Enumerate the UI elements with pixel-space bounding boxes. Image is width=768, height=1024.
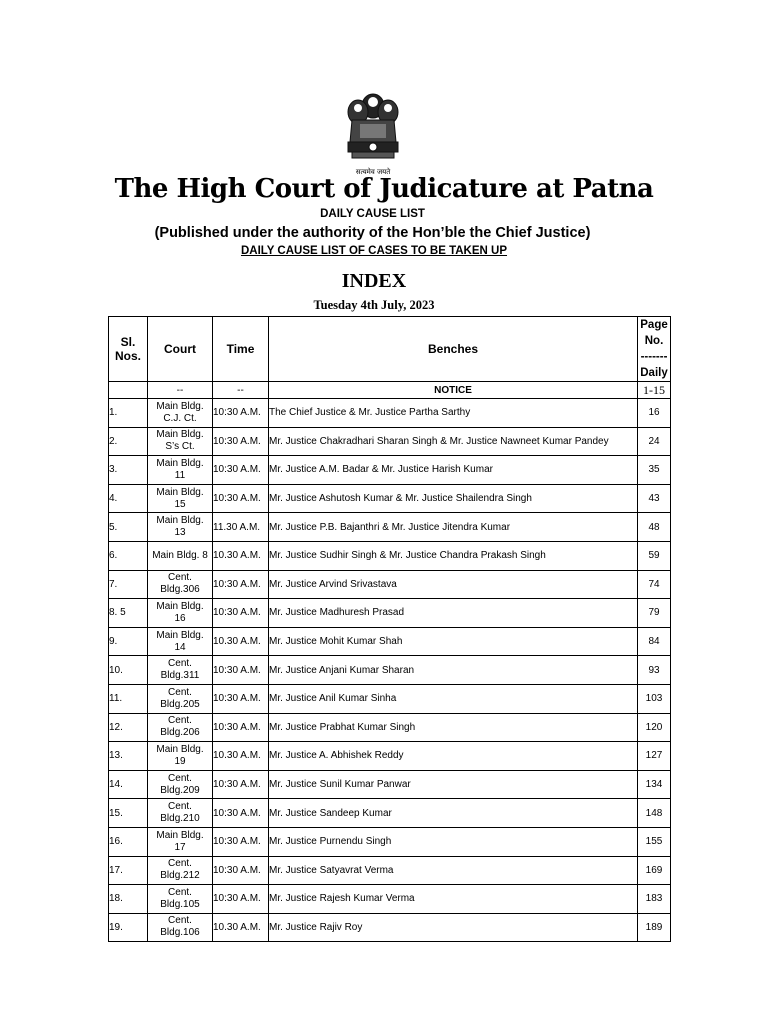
row-time: 10.30 A.M. (213, 627, 269, 656)
row-court-line1: Main Bldg. 8 (152, 549, 208, 561)
row-court-line1: Cent. (168, 715, 192, 727)
row-page-number: 120 (638, 713, 671, 742)
row-court (148, 456, 213, 485)
daily-cases-heading: DAILY CAUSE LIST OF CASES TO BE TAKEN UP (240, 245, 508, 257)
row-bench: Mr. Justice Arvind Srivastava (269, 570, 638, 599)
row-bench: Mr. Justice Prabhat Kumar Singh (269, 713, 638, 742)
table-header-row (109, 317, 671, 382)
row-sl-number: 3. (109, 456, 148, 485)
row-sl-number: 18. (109, 885, 148, 914)
row-court-line2: 19 (174, 755, 186, 767)
table-row (109, 484, 671, 513)
row-bench: Mr. Justice Rajiv Roy (269, 913, 638, 942)
table-row (109, 541, 671, 570)
row-time: 10:30 A.M. (213, 656, 269, 685)
row-court-line1: Main Bldg. (156, 457, 204, 469)
table-row (109, 913, 671, 942)
col-header-time: Time (213, 317, 269, 382)
row-court-line2: Bldg.205 (160, 698, 200, 710)
row-sl-number: 19. (109, 913, 148, 942)
row-sl-number: 6. (109, 541, 148, 570)
index-heading: INDEX (341, 270, 407, 292)
row-bench: Mr. Justice Sunil Kumar Panwar (269, 770, 638, 799)
row-court-line1: Main Bldg. (156, 429, 204, 441)
row-sl-number: 9. (109, 627, 148, 656)
index-table (108, 316, 671, 942)
row-sl-number: 10. (109, 656, 148, 685)
notice-court: -- (148, 382, 213, 399)
row-court (148, 913, 213, 942)
row-court (148, 827, 213, 856)
table-row (109, 427, 671, 456)
row-time: 10:30 A.M. (213, 770, 269, 799)
row-time: 10:30 A.M. (213, 427, 269, 456)
table-row (109, 742, 671, 771)
row-court (148, 656, 213, 685)
national-emblem-icon (338, 90, 408, 172)
row-page-number: 24 (638, 427, 671, 456)
row-sl-number: 4. (109, 484, 148, 513)
row-court-line2: 11 (174, 469, 186, 481)
row-bench: Mr. Justice Satyavrat Verma (269, 856, 638, 885)
row-page-number: 183 (638, 885, 671, 914)
row-court-line1: Main Bldg. (156, 400, 204, 412)
table-row (109, 513, 671, 542)
row-page-number: 59 (638, 541, 671, 570)
row-time: 10:30 A.M. (213, 885, 269, 914)
row-time: 10:30 A.M. (213, 856, 269, 885)
row-bench: Mr. Justice Mohit Kumar Shah (269, 627, 638, 656)
row-bench: Mr. Justice Sudhir Singh & Mr. Justice Chandra Prakash Singh (269, 541, 638, 570)
row-time: 10:30 A.M. (213, 599, 269, 628)
row-sl-number: 15. (109, 799, 148, 828)
row-time: 10:30 A.M. (213, 456, 269, 485)
row-court (148, 427, 213, 456)
table-row (109, 456, 671, 485)
row-court (148, 885, 213, 914)
row-page-number: 74 (638, 570, 671, 599)
authority-line: (Published under the authority of the Hon’ble the Chief Justice) (154, 225, 591, 241)
row-court-line1: Cent. (168, 686, 192, 698)
table-row (109, 656, 671, 685)
row-sl-number: 14. (109, 770, 148, 799)
row-bench: Mr. Justice Ashutosh Kumar & Mr. Justice Shailendra Singh (269, 484, 638, 513)
row-court-line1: Main Bldg. (156, 515, 204, 527)
row-court (148, 742, 213, 771)
row-court (148, 713, 213, 742)
row-court (148, 627, 213, 656)
row-bench: Mr. Justice Anjani Kumar Sharan (269, 656, 638, 685)
table-row (109, 770, 671, 799)
row-court (148, 570, 213, 599)
row-page-number: 127 (638, 742, 671, 771)
row-court (148, 599, 213, 628)
row-court-line2: 17 (174, 841, 186, 853)
row-bench: Mr. Justice Purnendu Singh (269, 827, 638, 856)
row-court-line1: Cent. (168, 915, 192, 927)
row-court-line1: Main Bldg. (156, 829, 204, 841)
col-header-page: Page No. ------- Daily (638, 317, 671, 382)
row-court-line1: Cent. (168, 886, 192, 898)
row-court-line1: Main Bldg. (156, 743, 204, 755)
row-time: 10:30 A.M. (213, 484, 269, 513)
row-court (148, 856, 213, 885)
row-page-number: 148 (638, 799, 671, 828)
row-sl-number: 17. (109, 856, 148, 885)
row-sl-number: 1. (109, 399, 148, 428)
table-row (109, 399, 671, 428)
row-court (148, 399, 213, 428)
row-court-line1: Main Bldg. (156, 600, 204, 612)
row-court-line2: Bldg.206 (160, 727, 200, 739)
row-court (148, 541, 213, 570)
row-bench: The Chief Justice & Mr. Justice Partha Sarthy (269, 399, 638, 428)
row-court-line2: S’s Ct. (165, 441, 195, 453)
table-row (109, 713, 671, 742)
row-court-line2: 16 (174, 612, 186, 624)
row-court (148, 770, 213, 799)
table-row (109, 856, 671, 885)
row-court-line2: Bldg.212 (160, 870, 200, 882)
row-page-number: 35 (638, 456, 671, 485)
row-court (148, 513, 213, 542)
row-page-number: 48 (638, 513, 671, 542)
row-sl-number: 16. (109, 827, 148, 856)
row-sl-number: 11. (109, 684, 148, 713)
court-title: The High Court of Judicature at Patna (114, 174, 654, 204)
notice-page: 1-15 (638, 382, 671, 399)
row-court-line1: Cent. (168, 858, 192, 870)
row-sl-number: 7. (109, 570, 148, 599)
notice-sl (109, 382, 148, 399)
row-page-number: 84 (638, 627, 671, 656)
col-header-benches: Benches (269, 317, 638, 382)
row-page-number: 16 (638, 399, 671, 428)
row-bench: Mr. Justice Anil Kumar Sinha (269, 684, 638, 713)
row-bench: Mr. Justice A. Abhishek Reddy (269, 742, 638, 771)
notice-bench: NOTICE (269, 382, 638, 399)
row-bench: Mr. Justice Rajesh Kumar Verma (269, 885, 638, 914)
row-time: 10:30 A.M. (213, 713, 269, 742)
table-row (109, 885, 671, 914)
row-bench: Mr. Justice Sandeep Kumar (269, 799, 638, 828)
table-row (109, 827, 671, 856)
row-court (148, 484, 213, 513)
row-court-line2: 15 (174, 498, 186, 510)
row-court (148, 799, 213, 828)
col-header-sl: Sl. Nos. (109, 317, 148, 382)
row-court-line1: Main Bldg. (156, 486, 204, 498)
row-time: 10:30 A.M. (213, 799, 269, 828)
row-court-line1: Cent. (168, 772, 192, 784)
row-sl-number: 8. 5 (109, 599, 148, 628)
row-court-line2: Bldg.106 (160, 927, 200, 939)
row-bench: Mr. Justice P.B. Bajanthri & Mr. Justice Jitendra Kumar (269, 513, 638, 542)
row-page-number: 189 (638, 913, 671, 942)
row-court (148, 684, 213, 713)
row-page-number: 103 (638, 684, 671, 713)
row-bench: Mr. Justice Madhuresh Prasad (269, 599, 638, 628)
row-time: 10:30 A.M. (213, 399, 269, 428)
table-row (109, 799, 671, 828)
row-page-number: 43 (638, 484, 671, 513)
row-page-number: 155 (638, 827, 671, 856)
row-court-line2: 14 (174, 641, 186, 653)
row-court-line2: Bldg.311 (160, 670, 200, 682)
notice-row (109, 382, 671, 399)
document-subtitle: DAILY CAUSE LIST (320, 208, 425, 220)
row-time: 10.30 A.M. (213, 742, 269, 771)
table-row (109, 627, 671, 656)
row-time: 10:30 A.M. (213, 570, 269, 599)
row-court-line1: Cent. (168, 801, 192, 813)
row-time: 10.30 A.M. (213, 913, 269, 942)
row-time: 10:30 A.M. (213, 684, 269, 713)
notice-time: -- (213, 382, 269, 399)
row-court-line2: C.J. Ct. (163, 412, 197, 424)
row-court-line2: 13 (174, 527, 186, 539)
row-sl-number: 5. (109, 513, 148, 542)
row-time: 11.30 A.M. (213, 513, 269, 542)
row-court-line1: Cent. (168, 572, 192, 584)
row-page-number: 79 (638, 599, 671, 628)
col-header-court: Court (148, 317, 213, 382)
row-bench: Mr. Justice A.M. Badar & Mr. Justice Harish Kumar (269, 456, 638, 485)
row-page-number: 93 (638, 656, 671, 685)
table-row (109, 684, 671, 713)
table-row (109, 570, 671, 599)
row-court-line2: Bldg.105 (160, 898, 200, 910)
row-page-number: 169 (638, 856, 671, 885)
row-sl-number: 2. (109, 427, 148, 456)
row-court-line1: Cent. (168, 658, 192, 670)
emblem-motto: सत्यमेव जयते (355, 168, 391, 176)
cause-list-date: Tuesday 4th July, 2023 (313, 298, 435, 312)
row-sl-number: 13. (109, 742, 148, 771)
row-bench: Mr. Justice Chakradhari Sharan Singh & Mr. Justice Nawneet Kumar Pandey (269, 427, 638, 456)
row-time: 10:30 A.M. (213, 827, 269, 856)
row-court-line1: Main Bldg. (156, 629, 204, 641)
row-court-line2: Bldg.210 (160, 813, 200, 825)
row-court-line2: Bldg.209 (160, 784, 200, 796)
row-sl-number: 12. (109, 713, 148, 742)
row-court-line2: Bldg.306 (160, 584, 200, 596)
row-page-number: 134 (638, 770, 671, 799)
row-time: 10.30 A.M. (213, 541, 269, 570)
table-row (109, 599, 671, 628)
